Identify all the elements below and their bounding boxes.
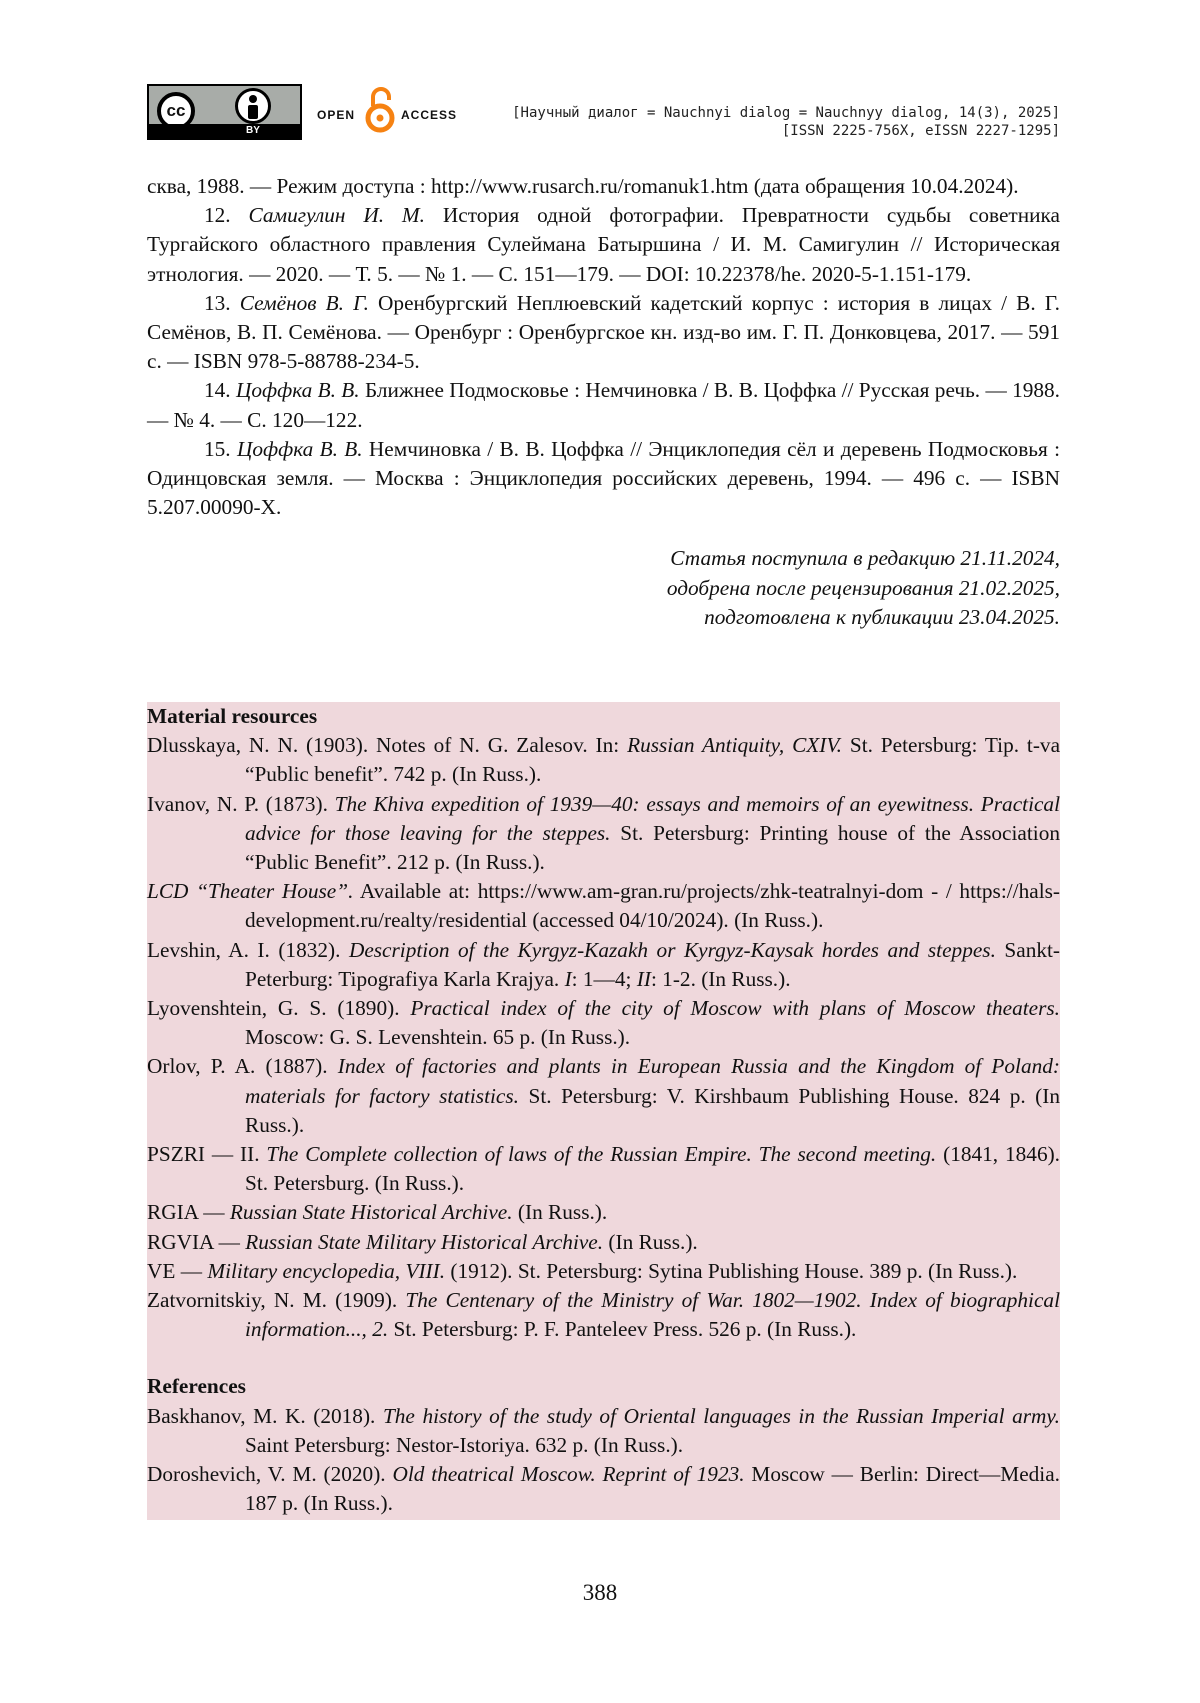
attribution-icon: [235, 88, 271, 124]
reference-list-ru: [147, 172, 1060, 632]
material-entry: RGVIA — Russian State Military Historical Archive. (In Russ.).: [147, 1228, 1060, 1257]
reference-13: 13. Семёнов В. Г. Оренбургский Неплюевский кадетский корпус : история в лицах / В. Г. Семёнов, В. П. Семёнова. — Оренбург : Оренбургское кн. изд-во им. Г. П. Донковцева, 2017. — 591 с. — ISBN 978-5-88788-234-5.: [147, 289, 1060, 377]
reference-14: 14. Цоффка В. В. Ближнее Подмосковье : Немчиновка / В. В. Цоффка // Русская речь. — 1988. — № 4. — С. 120—122.: [147, 376, 1060, 434]
cc-icon: cc: [157, 92, 195, 130]
reference-entry: Baskhanov, M. K. (2018). The history of the study of Oriental languages in the Russian Imperial army. Saint Petersburg: Nestor-Istoriya. 632 p. (In Russ.).: [147, 1402, 1060, 1460]
material-entry: RGIA — Russian State Historical Archive. (In Russ.).: [147, 1198, 1060, 1227]
references-heading: References: [147, 1372, 1060, 1401]
material-entry: Ivanov, N. P. (1873). The Khiva expedition of 1939—40: essays and memoirs of an eyewitness. Practical advice for those leaving for the steppes. St. Petersburg: Printing house of the Association “Public Benefit”. 212 p. (In Russ.).: [147, 790, 1060, 878]
material-entry: VE — Military encyclopedia, VIII. (1912). St. Petersburg: Sytina Publishing House. 389 p. (In Russ.).: [147, 1257, 1060, 1286]
material-entry: Dlusskaya, N. N. (1903). Notes of N. G. Zalesov. In: Russian Antiquity, CXIV. St. Petersburg: Tip. t-va “Public benefit”. 742 p. (In Russ.).: [147, 731, 1060, 789]
cc-by-license-badge[interactable]: [147, 84, 302, 140]
material-entry: Lyovenshtein, G. S. (1890). Practical index of the city of Moscow with plans of Moscow theaters. Moscow: G. S. Levenshtein. 65 p. (In Russ.).: [147, 994, 1060, 1052]
page-number: 388: [0, 1580, 1200, 1606]
reference-15: 15. Цоффка В. В. Немчиновка / В. В. Цоффка // Энциклопедия сёл и деревень Подмосковья : Одинцовская земля. — Москва : Энциклопедия российских деревень, 1994. — 496 с. — ISBN 5.207.00090-X.: [147, 435, 1060, 523]
article-dates: Статья поступила в редакцию 21.11.2024, одобрена после рецензирования 21.02.2025, подготовлена к публикации 23.04.2025.: [147, 544, 1060, 632]
page-header: [147, 84, 1060, 144]
reference-entry: Doroshevich, V. M. (2020). Old theatrical Moscow. Reprint of 1923. Moscow — Berlin: Direct—Media. 187 p. (In Russ.).: [147, 1460, 1060, 1518]
journal-meta: [512, 104, 1060, 140]
material-entry: Orlov, P. A. (1887). Index of factories and plants in European Russia and the Kingdom of Poland: materials for factory statistics. St. Petersburg: V. Kirshbaum Publishing House. 824 p. (In Russ.).: [147, 1052, 1060, 1140]
material-entry: PSZRI — II. The Complete collection of laws of the Russian Empire. The second meeting. (1841, 1846). St. Petersburg. (In Russ.).: [147, 1140, 1060, 1198]
journal-citation: [Научный диалог = Nauchnyi dialog = Nauchnyy dialog, 14(3), 2025]: [512, 104, 1060, 122]
material-entry: Zatvornitskiy, N. M. (1909). The Centenary of the Ministry of War. 1802—1902. Index of biographical information..., 2. St. Petersburg: P. F. Panteleev Press. 526 p. (In Russ.).: [147, 1286, 1060, 1344]
reference-12: 12. Самигулин И. М. История одной фотографии. Превратности судьбы советника Тургайского областного правления Сулеймана Батыршина / И. М. Самигулин // Историческая этнология. — 2020. — Т. 5. — № 1. — С. 151—179. — DOI: 10.22378/he. 2020-5-1.151-179.: [147, 201, 1060, 289]
material-resources-heading: Material resources: [147, 702, 1060, 731]
english-references-block: [147, 702, 1060, 1520]
material-entry: Levshin, A. I. (1832). Description of the Kyrgyz-Kazakh or Kyrgyz-Kaysak hordes and steppes. Sankt-Peterburg: Tipografiya Karla Krajya. I: 1—4; II: 1-2. (In Russ.).: [147, 936, 1060, 994]
by-label: BY: [235, 124, 271, 138]
open-lock-icon: [365, 86, 395, 134]
issn-line: [ISSN 2225-756X, eISSN 2227-1295]: [512, 122, 1060, 140]
material-entry: LCD “Theater House”. Available at: https://www.am-gran.ru/projects/zhk-teatralnyi-dom - / https://hals-development.ru/realty/residential (accessed 04/10/2024). (In Russ.).: [147, 877, 1060, 935]
open-access-logo: OPEN ACCESS: [317, 84, 477, 140]
reference-11-continuation: сква, 1988. — Режим доступа : http://www.rusarch.ru/romanuk1.htm (дата обращения 10.04.2024).: [147, 172, 1060, 201]
